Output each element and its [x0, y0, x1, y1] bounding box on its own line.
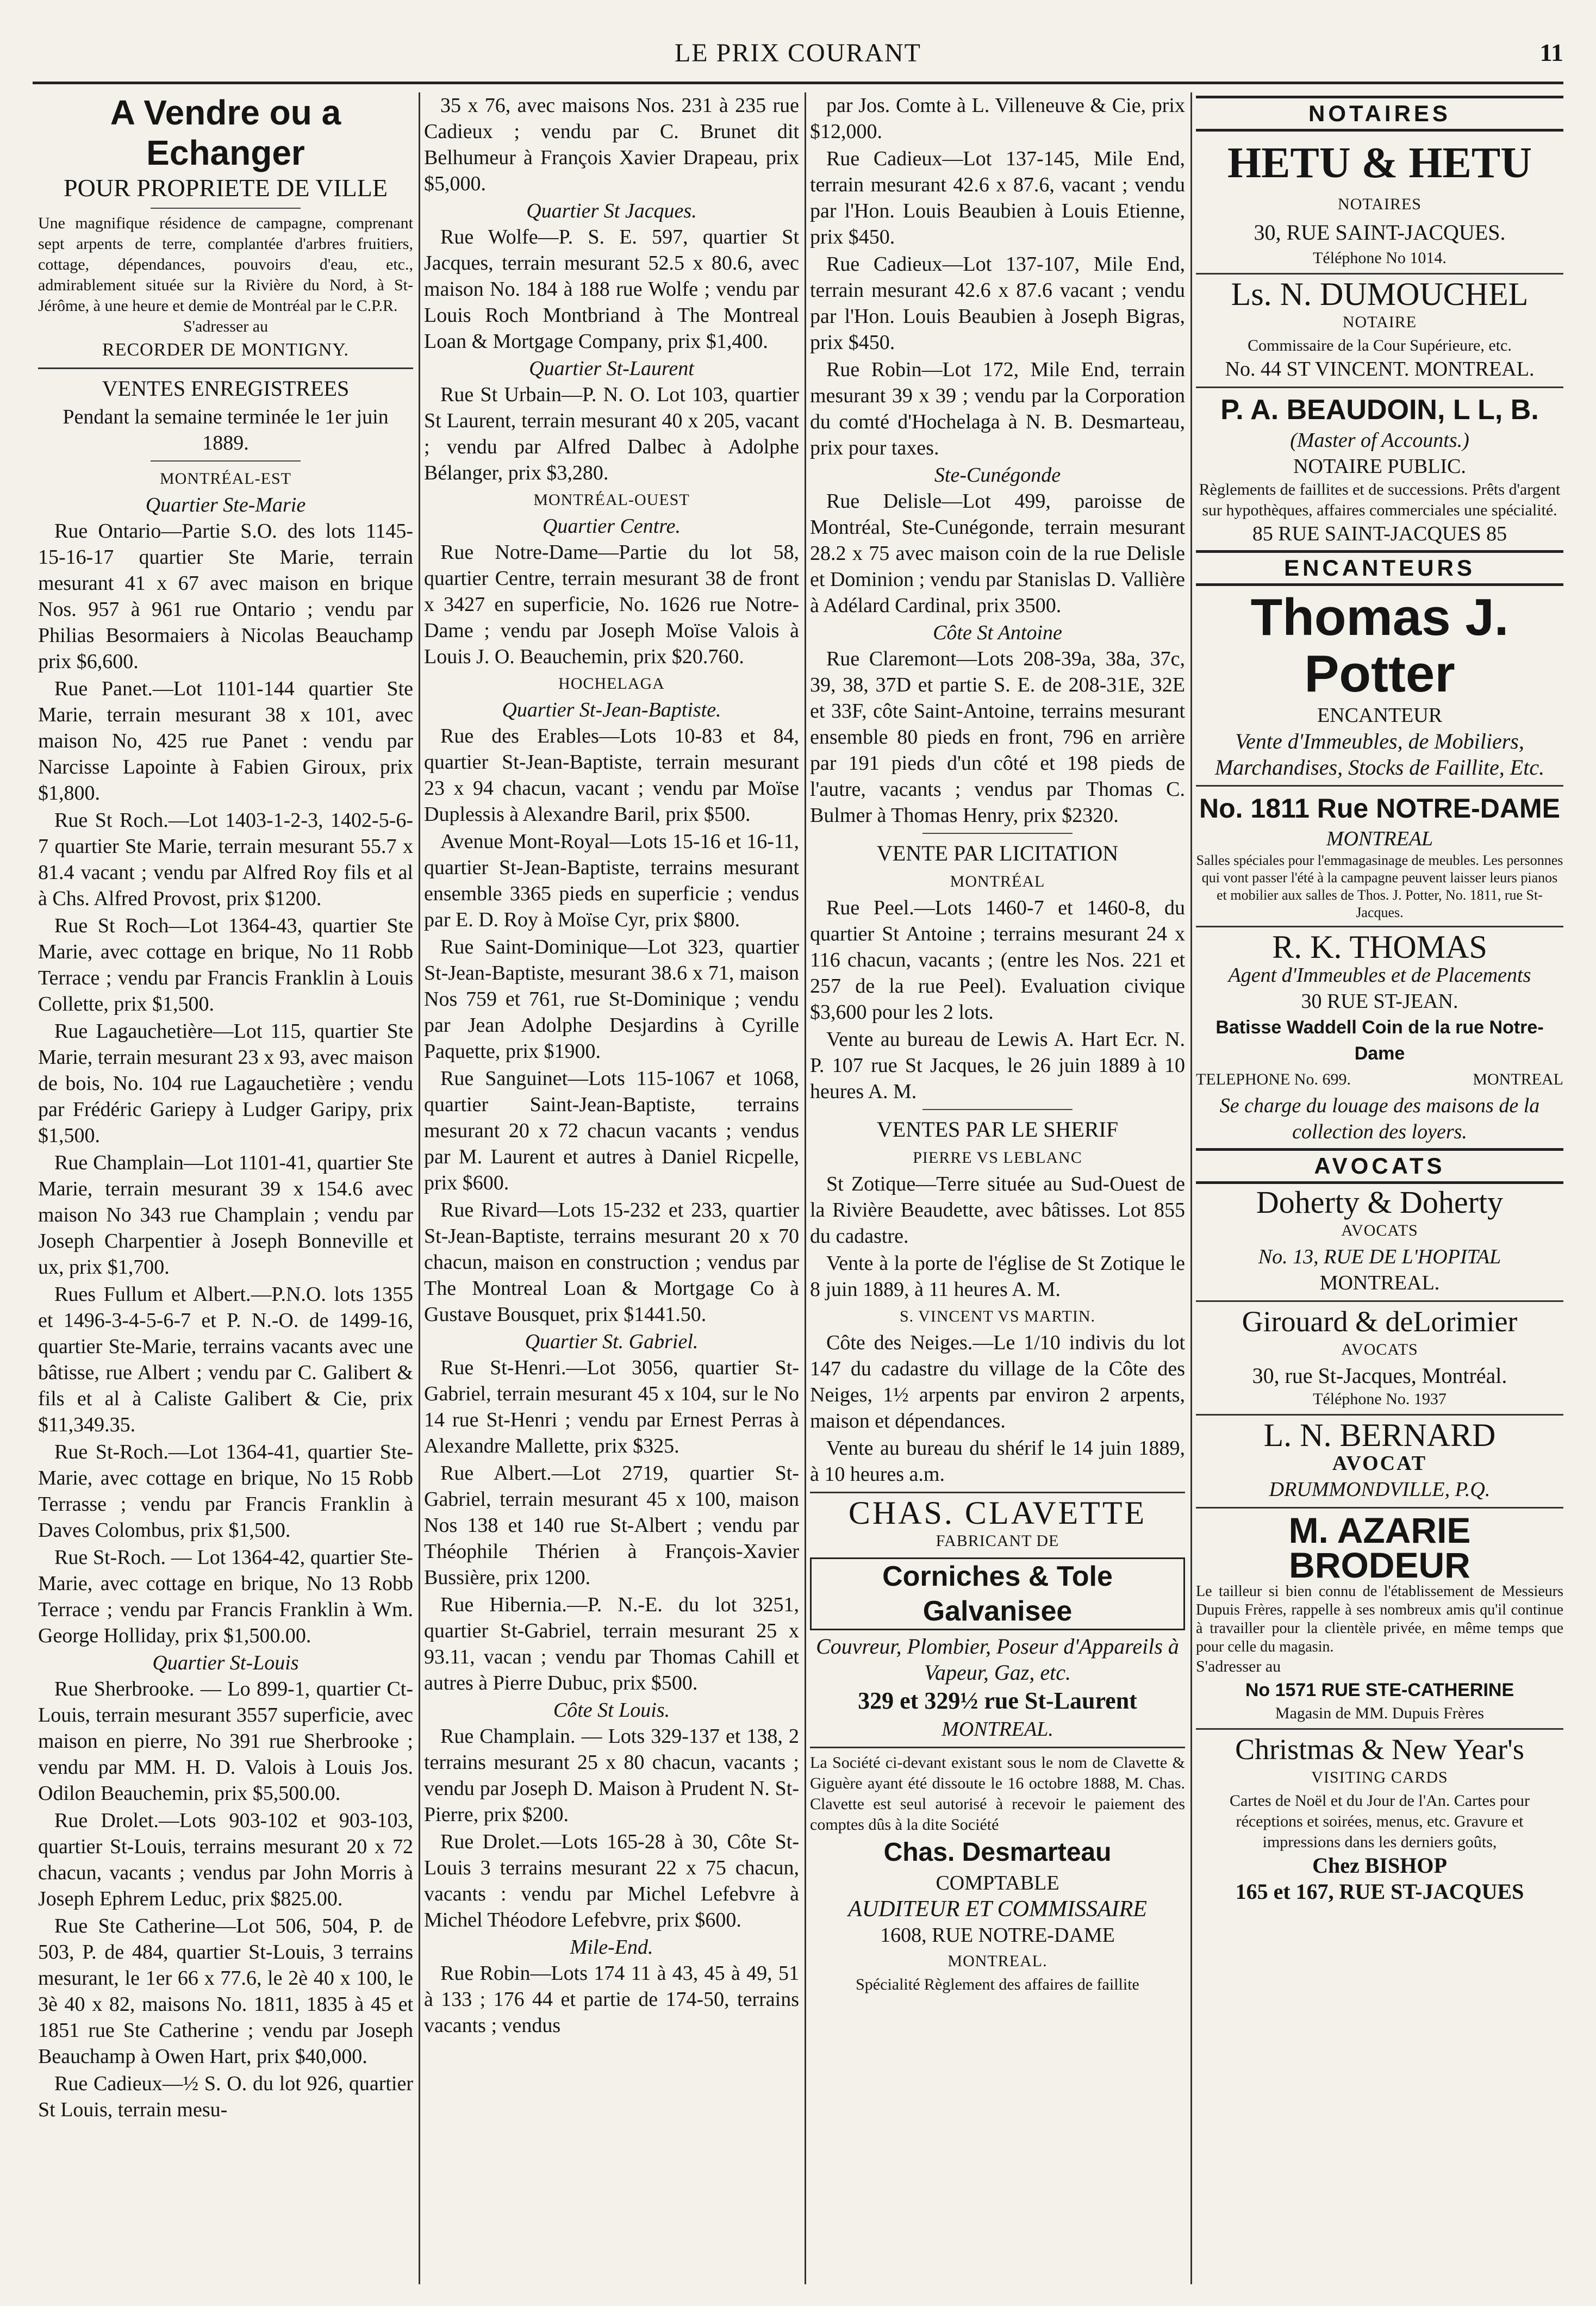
listing-entry: Rue Champlain. — Lots 329-137 et 138, 2 terrains mesurant 25 x 80 chacun, vacants ; vendu par Joseph D. Maison à Prudent N. St-Pierre, prix $200.: [424, 1725, 799, 1826]
advertiser-role: NOTAIRE: [1342, 313, 1417, 331]
listings-group: [810, 895, 1185, 1105]
advertiser-building: Batisse Waddell Coin de la rue Notre-Dame: [1215, 1017, 1544, 1064]
quarter-heading: Quartier St Jacques.: [526, 200, 697, 222]
advertiser-description: Commissaire de la Cour Supérieure, etc.: [1248, 336, 1512, 354]
listings-group: [810, 1330, 1185, 1487]
case-heading: S. VINCENT VS MARTIN.: [899, 1307, 1096, 1325]
divider: [1196, 926, 1563, 927]
listing-entry: Rue Drolet.—Lots 903-102 et 903-103, quartier St-Louis, terrains mesurant 20 x 72 chacun, vacants ; vendus par John Morris à Joseph Ephrem Leduc, prix $825.00.: [38, 1809, 413, 1910]
section-title: VENTES PAR LE SHERIF: [876, 1117, 1119, 1142]
listing-entry: Rue Claremont—Lots 208-39a, 38a, 37c, 39, 38, 37D et partie S. E. de 208-31E, 32E et 33F, côte Saint-Antoine, terrains mesurant ensemble 80 pieds en front, 796 en arrière par 191 pieds d'un côté et 198 pieds de l'autre, vacants ; vendus par Thomas C. Bulmer à Thomas Henry, prix $2320.: [810, 647, 1185, 827]
advertiser-city: MONTREAL.: [942, 1718, 1053, 1741]
advertiser-name: Ls. N. DUMOUCHEL: [1231, 276, 1529, 312]
listings-group: [424, 382, 799, 486]
listings-group: [424, 1960, 799, 2039]
listings-group: [424, 224, 799, 354]
listing-entry: Côte des Neiges.—Le 1/10 indivis du lot 147 du cadastre du village de la Côte des Neiges, 1½ arpents par environ 2 arpents, maison et dépendances.: [810, 1331, 1185, 1432]
listing-entry: Vente au bureau du shérif le 14 juin 1889, à 10 heures a.m.: [810, 1437, 1185, 1486]
listing-entry: Rue Rivard—Lots 15-232 et 233, quartier St-Jean-Baptiste, terrains mesurant 20 x 70 chacun, maison en construction ; vendus par The Montreal Loan & Mortgage Co à Gustave Bousquet, prix $1441.50.: [424, 1199, 799, 1326]
section-banner: NOTAIRES: [1196, 96, 1563, 132]
advertiser-description: Règlements de faillites et de successions. Prêts d'argent sur hypothèques, affaires commerciales une spécialité.: [1199, 481, 1561, 519]
advertiser-address: No. 1811 Rue NOTRE-DAME: [1199, 793, 1560, 824]
advertiser-role: AVOCATS: [1341, 1221, 1418, 1239]
advertiser-contact-row: [1196, 1067, 1563, 1093]
advertiser-name: Christmas & New Year's: [1235, 1733, 1524, 1766]
quarter-heading: Quartier St. Gabriel.: [525, 1330, 699, 1353]
advertiser-role: FABRICANT DE: [936, 1532, 1059, 1550]
listing-entry: Rue Panet.—Lot 1101-144 quartier Ste Marie, terrain mesurant 38 x 101, avec maison No, 425 rue Panet : vendu par Narcisse Lapointe à Fabien Giroux, prix $1,800.: [38, 677, 413, 805]
listing-entry: Rue Hibernia.—P. N.-E. du lot 3251, quartier St-Gabriel, terrain mesurant 25 x 93.11, vacan ; vendu par Thomas Cahill et autres à Pierre Dubuc, prix $500.: [424, 1593, 799, 1694]
district-heading: MONTRÉAL: [950, 872, 1045, 890]
column-4: [1196, 92, 1563, 2284]
advertiser-name: R. K. THOMAS: [1272, 929, 1487, 965]
listings-group: [38, 518, 413, 1649]
listings-group: [810, 646, 1185, 828]
divider: [151, 208, 301, 209]
ad-name: RECORDER DE MONTIGNY.: [102, 340, 349, 360]
quarter-heading: Côte St Antoine: [933, 621, 1062, 644]
section-banner: AVOCATS: [1196, 1148, 1563, 1184]
advertiser-role: NOTAIRE PUBLIC.: [1293, 455, 1466, 478]
advertiser-description: Se charge du louage des maisons de la collection des loyers.: [1219, 1094, 1540, 1143]
quarter-heading: Mile-End.: [570, 1936, 653, 1959]
section-title: VENTES ENREGISTREES: [102, 376, 350, 401]
divider: [922, 833, 1073, 834]
quarter-heading: Quartier St-Laurent: [529, 357, 694, 380]
listing-entry: Rue St-Roch.—Lot 1364-41, quartier Ste-Marie, avec cottage en brique, No 15 Robb Terrasse ; vendu par Francis Franklin à Daves Colombus, prix $1,500.: [38, 1441, 413, 1542]
divider: [1196, 273, 1563, 275]
advertiser-contact: S'adresser au: [1196, 1657, 1281, 1675]
column-divider: [805, 92, 806, 2284]
advertiser-city: MONTREAL.: [1319, 1272, 1440, 1294]
header-rule: [33, 82, 1563, 84]
divider: [151, 460, 301, 462]
advertiser-address: 165 et 167, RUE ST-JACQUES: [1235, 1879, 1524, 1904]
divider: [1196, 1300, 1563, 1302]
listing-entry: Rue Saint-Dominique—Lot 323, quartier St-Jean-Baptiste, mesurant 38.6 x 71, maison Nos 759 et 761, rue St-Dominique ; vendu par Jean Adolphe Desjardins à Cyrille Paquette, prix $1900.: [424, 936, 799, 1063]
advertiser-description: Vente d'Immeubles, de Mobiliers, Marchandises, Stocks de Faillite, Etc.: [1214, 729, 1545, 780]
advertiser-role: AUDITEUR ET COMMISSAIRE: [848, 1897, 1147, 1922]
advertiser-title: (Master of Accounts.): [1290, 429, 1469, 452]
advertiser-address: 30, RUE SAINT-JACQUES.: [1254, 220, 1506, 245]
listing-entry: Rue St-Henri.—Lot 3056, quartier St-Gabriel, terrain mesurant 45 x 104, sur le No 14 rue St-Henri ; vendu par Ernest Perras à Alexandre Mallette, prix $325.: [424, 1356, 799, 1457]
advertiser-role: Agent d'Immeubles et de Placements: [1228, 964, 1531, 987]
listing-entry: Rue Notre-Dame—Partie du lot 58, quartier Centre, terrain mesurant 38 de front x 3427 en superficie, No. 1626 rue Notre-Dame ; vendu par Joseph Moïse Valois à Louis J. O. Beauchemin, prix $20.760.: [424, 541, 799, 668]
listing-entry: Rue Delisle—Lot 499, paroisse de Montréal, Ste-Cunégonde, terrain mesurant 28.2 x 75 avec maison coin de la rue Delisle et Dominion ; vendu par Stanislas D. Vallière à Adélard Cardinal, prix 3500.: [810, 490, 1185, 617]
column-divider: [419, 92, 420, 2284]
section-banner: ENCANTEURS: [1196, 550, 1563, 586]
listing-entry: Rue Champlain—Lot 1101-41, quartier Ste Marie, terrain mesurant 39 x 154.6 avec maison No 343 rue Champlain ; vendu par Joseph Charpentier à Joseph Bonneville et ux, prix $1,700.: [38, 1151, 413, 1279]
quarter-heading: Quartier St-Louis: [152, 1651, 299, 1674]
advertiser-product: Corniches & Tole Galvanisee: [810, 1557, 1185, 1630]
page-header: [33, 33, 1563, 76]
advertiser-notice: Salles spéciales pour l'emmagasinage de meubles. Les personnes qui vont passer l'été à la campagne peuvent laisser leurs pianos et mobilier aux salles de Thos. J. Potter, No. 1811, rue St-Jacques.: [1196, 852, 1563, 920]
column-3: [810, 92, 1185, 2284]
quarter-heading: Quartier Centre.: [542, 515, 681, 538]
divider: [1196, 1414, 1563, 1416]
advertiser-address: 329 et 329½ rue St-Laurent: [858, 1687, 1137, 1714]
advertiser-phone: Téléphone No 1014.: [1313, 249, 1447, 267]
advertiser-phone: TELEPHONE No. 699.: [1196, 1070, 1351, 1088]
divider: [38, 367, 413, 369]
section-subtitle: Pendant la semaine terminée le 1er juin 1889.: [63, 406, 389, 454]
listing-entry: Rue St Roch.—Lot 1403-1-2-3, 1402-5-6-7 quartier Ste Marie, terrain mesurant 55.7 x 81.4 vacant ; vendu par Alfred Roy fils et al à Chs. Alfred Provost, prix $1200.: [38, 809, 413, 910]
listings-group: [810, 1171, 1185, 1302]
advertiser-name: Chas. Desmarteau: [883, 1838, 1112, 1867]
listing-entry: Rue Albert.—Lot 2719, quartier St-Gabriel, terrain mesurant 45 x 100, maison Nos 138 et 140 rue St-Albert ; vendu par Théophile Thérien à François-Xavier Bussière, prix 1200.: [424, 1462, 799, 1589]
listings-group: [810, 92, 1185, 461]
advertiser-address: 1608, RUE NOTRE-DAME: [880, 1924, 1115, 1947]
district-heading: MONTRÉAL-EST: [160, 470, 291, 488]
quarter-heading: Quartier St-Jean-Baptiste.: [502, 699, 721, 721]
advertiser-city: MONTREAL: [1473, 1070, 1563, 1088]
column-divider: [1190, 92, 1192, 2284]
listing-entry: Rues Fullum et Albert.—P.N.O. lots 1355 et 1496-3-4-5-6-7 et P. N.-O. de 1499-16, quartier Ste-Marie, terrains vacants avec une bâtisse, rue Albert ; vendu par C. Galibert & fils et al à Caliste Galibert & Cie, prix $11,349.35.: [38, 1283, 413, 1436]
advertiser-name: M. AZARIE BRODEUR: [1288, 1510, 1471, 1585]
advertiser-address: No. 44 ST VINCENT. MONTREAL.: [1225, 358, 1535, 381]
listing-entry: Rue Drolet.—Lots 165-28 à 30, Côte St-Louis 3 terrains mesurant 22 x 75 chacun, vacants : vendu par Michel Lefebvre à Michel Théodore Lefebvre, prix $600.: [424, 1830, 799, 1931]
case-heading: PIERRE VS LEBLANC: [913, 1149, 1082, 1167]
listing-entry: Rue Sherbrooke. — Lo 899-1, quartier Ct-Louis, terrain mesurant 3557 superficie, avec maison en pierre, No 391 rue Sherbrooke ; vendu par MM. H. D. Valois à Louis Jos. Odilon Beauchemin, prix $5,500.00.: [38, 1678, 413, 1805]
advertiser-city: DRUMMONDVILLE, P.Q.: [1269, 1478, 1491, 1501]
listing-entry: Rue Peel.—Lots 1460-7 et 1460-8, du quartier St Antoine ; terrains mesurant 24 x 116 chacun, vacants ; (entre les Nos. 221 et 257 de la rue Peel). Evaluation civique $3,600 pour les 2 lots.: [810, 896, 1185, 1024]
advertiser-address: 85 RUE SAINT-JACQUES 85: [1252, 522, 1507, 545]
listings-group: [38, 1676, 413, 2123]
advertiser-description: Le tailleur si bien connu de l'établissement de Messieurs Dupuis Frères, rappelle à ses nombreux amis qu'il continue à travailler pour la clientèle privée, en même temps que pour celle du magasin.: [1196, 1583, 1563, 1655]
notice-text: La Société ci-devant existant sous le nom de Clavette & Giguère ayant été dissoute le 16 octobre 1888, M. Chas. Clavette est seul autorisé à recevoir le paiement des comptes dûs à la dite Société: [810, 1754, 1185, 1834]
listing-entry: Rue Wolfe—P. S. E. 597, quartier St Jacques, terrain mesurant 52.5 x 80.6, avec maison No. 184 à 188 rue Wolfe ; vendu par Louis Roch Montbriand à The Montreal Loan & Mortgage Company, prix $1,400.: [424, 226, 799, 353]
advertiser-name: Doherty & Doherty: [1256, 1185, 1504, 1220]
listing-entry: Avenue Mont-Royal—Lots 15-16 et 16-11, quartier St-Jean-Baptiste, terrains mesurant ensemble 3365 pieds en superficie ; vendus par E. D. Roy à Moïse Cyr, prix $800.: [424, 830, 799, 931]
advertiser-name: Thomas J. Potter: [1250, 588, 1509, 703]
advertiser-name: Girouard & deLorimier: [1242, 1305, 1518, 1338]
advertiser-city: MONTREAL: [1326, 827, 1433, 850]
listing-entry: Rue Robin—Lots 174 11 à 43, 45 à 49, 51 à 133 ; 176 44 et partie de 174-50, terrains vacants ; vendus: [424, 1962, 799, 2037]
advertiser-name: CHAS. CLAVETTE: [848, 1495, 1147, 1531]
advertiser-address: 30 RUE ST-JEAN.: [1301, 990, 1458, 1013]
quarter-heading: Quartier Ste-Marie: [145, 494, 306, 516]
advertiser-shop: Chez BISHOP: [1312, 1853, 1447, 1878]
listing-entry: St Zotique—Terre située au Sud-Ouest de la Rivière Beaudette, avec bâtisses. Lot 855 du cadastre.: [810, 1173, 1185, 1248]
quarter-heading: Côte St Louis.: [553, 1699, 670, 1722]
listing-entry: Rue Ste Catherine—Lot 506, 504, P. de 503, P. de 484, quartier St-Louis, 3 terrains mesurant, le 1er 66 x 77.6, le 2è 40 x 100, le 3è 40 x 82, maisons No. 1811, 1835 à 45 et 1851 rue Ste Catherine ; vendu par Joseph Beauchamp à Owen Hart, prix $40,000.: [38, 1915, 413, 2068]
divider: [1196, 1728, 1563, 1730]
advertiser-role: AVOCAT: [1332, 1452, 1427, 1475]
listings-group: [424, 1723, 799, 1933]
listings-group: [424, 539, 799, 670]
listing-entry: Rue Sanguinet—Lots 115-1067 et 1068, quartier Saint-Jean-Baptiste, terrains mesurant 20 x 72 chacun vacants ; vendus par M. Laurent et autres à Daniel Ricpelle, prix $600.: [424, 1067, 799, 1194]
divider: [922, 1109, 1073, 1110]
listing-entry: Rue Ontario—Partie S.O. des lots 1145-15-16-17 quartier Ste Marie, terrain mesurant 41 x 67 avec maison en brique Nos. 957 à 961 rue Ontario ; vendu par Philias Besormaiers à Nicolas Beauchamp prix $6,600.: [38, 520, 413, 673]
listings-group: [424, 92, 799, 197]
divider: [1196, 387, 1563, 388]
listings-group: [424, 1355, 799, 1696]
advertiser-address: No 1571 RUE STE-CATHERINE: [1245, 1680, 1514, 1700]
advertiser-address: No. 13, RUE DE L'HOPITAL: [1258, 1245, 1501, 1268]
listing-entry: Rue Robin—Lot 172, Mile End, terrain mesurant 39 x 39 ; vendu par la Corporation du comté d'Hochelaga à N. B. Desmarteau, prix pour taxes.: [810, 358, 1185, 459]
listing-entry: Rue Cadieux—½ S. O. du lot 926, quartier St Louis, terrain mesu-: [38, 2072, 413, 2121]
divider: [1196, 785, 1563, 787]
listing-entry: Rue St Roch—Lot 1364-43, quartier Ste Marie, avec cottage en brique, No 11 Robb Terrace ; vendu par Francis Franklin à Louis Collette, prix $1,500.: [38, 914, 413, 1015]
advertiser-role: AVOCATS: [1341, 1341, 1418, 1358]
advertiser-city: MONTREAL.: [947, 1952, 1048, 1970]
advertiser-phone: Téléphone No. 1937: [1313, 1390, 1447, 1408]
advertiser-name: HETU & HETU: [1227, 139, 1532, 187]
advertiser-name: L. N. BERNARD: [1263, 1417, 1496, 1453]
divider: [810, 1492, 1185, 1493]
listings-group: [810, 488, 1185, 619]
district-heading: HOCHELAGA: [558, 675, 665, 693]
divider: [810, 1747, 1185, 1748]
listing-entry: par Jos. Comte à L. Villeneuve & Cie, prix $12,000.: [810, 94, 1185, 143]
ad-contact: S'adresser au: [183, 317, 269, 335]
listing-entry: Vente à la porte de l'église de St Zotique le 8 juin 1889, à 11 heures A. M.: [810, 1252, 1185, 1301]
listings-group: [424, 723, 799, 1327]
advertiser-address: 30, rue St-Jacques, Montréal.: [1252, 1363, 1507, 1388]
newspaper-title: LE PRIX COURANT: [674, 39, 921, 67]
advertiser-name: P. A. BEAUDOIN, L L, B.: [1220, 394, 1539, 426]
listing-entry: Vente au bureau de Lewis A. Hart Ecr. N. P. 107 rue St Jacques, le 26 juin 1889 à 10 heures A. M.: [810, 1028, 1185, 1103]
ad-subtitle: POUR PROPRIETE DE VILLE: [64, 174, 388, 202]
listing-entry: Rue St-Roch. — Lot 1364-42, quartier Ste-Marie, avec cottage en brique, No 13 Robb Terrace ; vendu par Francis Franklin à Wm. George Holliday, prix $1,500.00.: [38, 1546, 413, 1647]
advertiser-product: VISITING CARDS: [1311, 1768, 1448, 1786]
section-title: VENTE PAR LICITATION: [876, 841, 1119, 865]
advertiser-store: Magasin de MM. Dupuis Frères: [1275, 1704, 1485, 1722]
advertiser-description: Cartes de Noël et du Jour de l'An. Cartes pour réceptions et soirées, menus, etc. Gravure et impressions dans les derniers goûts,: [1230, 1792, 1530, 1851]
listing-entry: Rue Lagauchetière—Lot 115, quartier Ste Marie, terrain mesurant 23 x 93, avec maison de bois, No. 104 rue Lagauchetière ; vendu par Frédéric Gariepy à Ludger Garipy, prix $1,500.: [38, 1020, 413, 1147]
page-number: 11: [1539, 39, 1563, 66]
district-heading: MONTRÉAL-OUEST: [533, 491, 690, 509]
ad-title: A Vendre ou a Echanger: [110, 93, 341, 172]
advertiser-role: COMPTABLE: [936, 1872, 1059, 1894]
divider: [1196, 1507, 1563, 1509]
column-1: [38, 92, 413, 2284]
listing-entry: Rue Cadieux—Lot 137-145, Mile End, terrain mesurant 42.6 x 87.6, vacant ; vendu par l'Hon. Louis Beaubien à Louis Etienne, prix $450.: [810, 147, 1185, 248]
advertiser-specialty: Spécialité Règlement des affaires de faillite: [856, 1975, 1139, 1993]
quarter-heading: Ste-Cunégonde: [934, 464, 1061, 487]
advertiser-role: NOTAIRES: [1338, 195, 1422, 213]
listing-entry: 35 x 76, avec maisons Nos. 231 à 235 rue Cadieux ; vendu par C. Brunet dit Belhumeur à François Xavier Drapeau, prix $5,000.: [424, 94, 799, 195]
ad-text: Une magnifique résidence de campagne, comprenant sept arpents de terre, complantée d'arbres fruitiers, cottage, dépendances, pouvoirs d'eau, etc., admirablement située sur la Rivière du Nord, à St-Jérôme, à une heure et demie de Montréal par le C.P.R.: [38, 214, 413, 315]
advertiser-role: ENCANTEUR: [1317, 704, 1443, 727]
listing-entry: Rue St Urbain—P. N. O. Lot 103, quartier St Laurent, terrain mesurant 40 x 205, vacant ; vendu par Alfred Dalbec à Adolphe Bélanger, prix $3,280.: [424, 383, 799, 484]
listing-entry: Rue Cadieux—Lot 137-107, Mile End, terrain mesurant 42.6 x 87.6 vacant ; vendu par l'Hon. Louis Beaubien à Joseph Bigras, prix $450.: [810, 253, 1185, 354]
listing-entry: Rue des Erables—Lots 10-83 et 84, quartier St-Jean-Baptiste, terrain mesurant 23 x 94 chacun, vacant ; vendu par Moïse Duplessis à Alexandre Baril, prix $500.: [424, 725, 799, 826]
advertiser-trades: Couvreur, Plombier, Poseur d'Appareils à Vapeur, Gaz, etc.: [816, 1634, 1179, 1685]
column-2: [424, 92, 799, 2284]
